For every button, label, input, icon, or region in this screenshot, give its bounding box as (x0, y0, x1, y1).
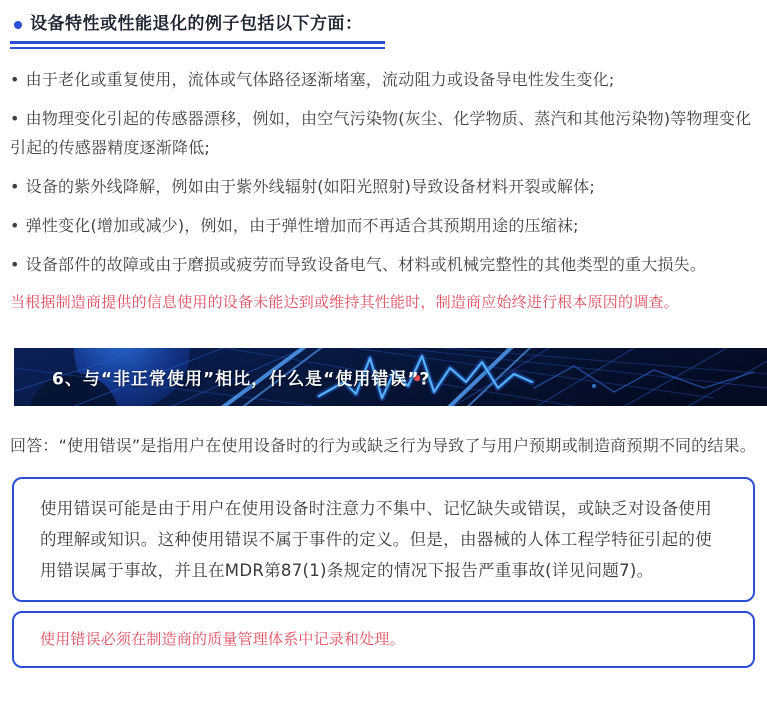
list-item-text: 由于老化或重复使用，流体或气体路径逐渐堵塞，流动阻力或设备导电性发生变化; (25, 70, 615, 89)
bullet-marker: • (10, 70, 20, 89)
list-item (10, 65, 757, 94)
heading-double-underline (10, 41, 385, 49)
qms-warning-text: 使用错误必须在制造商的质量管理体系中记录和处理。 (40, 630, 405, 648)
question-banner-title: 6、与“非正常使用”相比，什么是“使用错误”? (52, 369, 431, 390)
bullet-marker: • (10, 255, 20, 274)
list-item-text: 由物理变化引起的传感器漂移，例如，由空气污染物(灰尘、化学物质、蒸汽和其他污染物)等物理变化引起的传感器精度逐渐降低; (10, 109, 752, 157)
answer-paragraph: 回答：“使用错误”是指用户在使用设备时的行为或缺乏行为导致了与用户预期或制造商预期不同的结果。 (10, 436, 756, 455)
use-error-info-text: 使用错误可能是由于用户在使用设备时注意力不集中、记忆缺失或错误，或缺乏对设备使用的理解或知识。这种使用错误不属于事件的定义。但是，由器械的人体工程学特征引起的使用错误属于事故，并且在MDR第87(1)条规定的情况下报告严重事故(详见问题7)。 (40, 499, 712, 580)
list-item (10, 104, 757, 162)
list-item (10, 172, 757, 201)
list-item-text: 弹性变化(增加或减少)，例如，由于弹性增加而不再适合其预期用途的压缩袜; (25, 216, 579, 235)
bullet-marker: • (10, 109, 20, 128)
root-cause-note: 当根据制造商提供的信息使用的设备未能达到或维持其性能时，制造商应始终进行根本原因的调查。 (10, 293, 679, 311)
list-item (10, 211, 757, 240)
bullet-marker: • (10, 216, 20, 235)
use-error-info-box (12, 477, 755, 602)
list-item (10, 250, 757, 279)
list-item-text: 设备的紫外线降解，例如由于紫外线辐射(如阳光照射)导致设备材料开裂或解体; (25, 177, 595, 196)
blue-dot-icon (14, 21, 22, 29)
section-heading (14, 12, 757, 36)
bullet-marker: • (10, 177, 20, 196)
list-item-text: 设备部件的故障或由于磨损或疲劳而导致设备电气、材料或机械完整性的其他类型的重大损失。 (25, 255, 707, 274)
question-banner (14, 348, 767, 406)
qms-warning-box (12, 611, 755, 668)
section-heading-text: 设备特性或性能退化的例子包括以下方面： (30, 14, 363, 34)
bullet-list (10, 65, 757, 279)
